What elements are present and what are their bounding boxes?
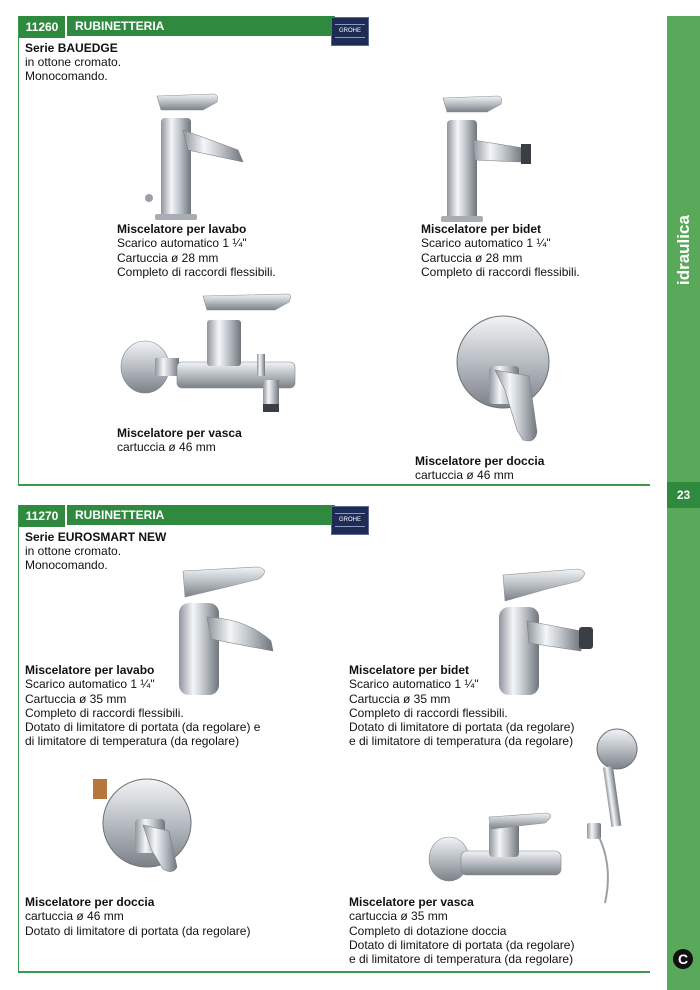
brand-logo: GROHE [331, 17, 369, 46]
product-description: Miscelatore per bidet Scarico automatico 1 ¼" Cartuccia ø 35 mm Completo di raccordi flessibili. Dotato di limitatore di portata (da regolare) e di limitatore di temperatura (da regolare) [349, 663, 575, 749]
bath-mixer-image [117, 292, 317, 422]
basin-mixer-image [143, 88, 253, 223]
category-title: RUBINETTERIA [67, 16, 335, 36]
bath-mixer-image [427, 727, 667, 907]
product-section-eurosmart [18, 505, 650, 973]
section-header [19, 505, 650, 527]
brand-logo: GROHE [331, 506, 369, 535]
bidet-mixer-image [433, 82, 543, 222]
category-side-label: idraulica [674, 215, 693, 285]
product-code: 11260 [19, 16, 65, 38]
page-number: 23 [667, 482, 700, 508]
product-description: Miscelatore per vasca cartuccia ø 46 mm [117, 426, 242, 455]
product-description: Miscelatore per vasca cartuccia ø 35 mm Completo di dotazione doccia Dotato di limitatore di portata (da regolare) e di limitatore di temperatura (da regolare) [349, 895, 575, 967]
product-description: Miscelatore per bidet Scarico automatico 1 ¼" Cartuccia ø 28 mm Completo di raccordi flessibili. [421, 222, 580, 279]
product-description: Miscelatore per doccia cartuccia ø 46 mm Dotato di limitatore di portata (da regolare) [25, 895, 251, 938]
shower-mixer-image [93, 769, 193, 879]
series-intro: Serie EUROSMART NEW in ottone cromato. Monocomando. [25, 530, 167, 572]
product-description: Miscelatore per lavabo Scarico automatico 1 ¼" Cartuccia ø 28 mm Completo di raccordi flessibili. [117, 222, 276, 279]
product-code: 11270 [19, 505, 65, 527]
series-intro: Serie BAUEDGE in ottone cromato. Monocomando. [25, 41, 122, 83]
category-title: RUBINETTERIA [67, 505, 335, 525]
publisher-logo: C [673, 949, 693, 969]
product-description: Miscelatore per lavabo Scarico automatico 1 ¼" Cartuccia ø 35 mm Completo di raccordi flessibili. Dotato di limitatore di portata (da regolare) e di limitatore di temperatura (da regolare) [25, 663, 261, 749]
product-section-bauedge [18, 16, 650, 486]
section-header [19, 16, 650, 38]
product-description: Miscelatore per doccia cartuccia ø 46 mm [415, 454, 545, 483]
shower-mixer-image [455, 310, 555, 450]
